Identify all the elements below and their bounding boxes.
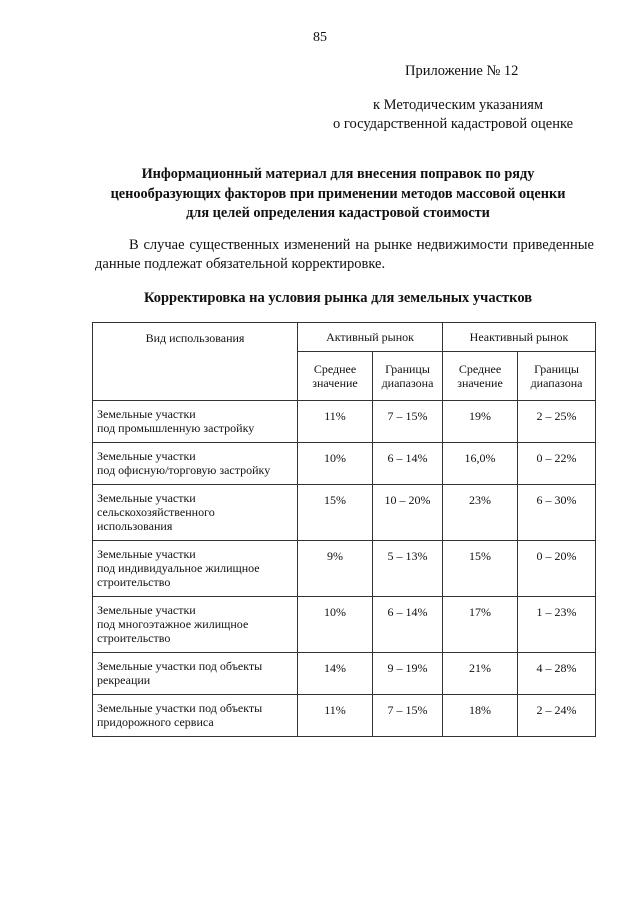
header-average-line2: значение	[457, 376, 503, 390]
cell-active-range: 10 – 20%	[373, 485, 443, 541]
use-type-line: придорожного сервиса	[97, 715, 214, 729]
header-average-line1: Среднее	[458, 362, 502, 376]
header-inactive-market: Неактивный рынок	[443, 323, 596, 352]
cell-inactive-average: 15%	[443, 541, 518, 597]
table-row	[93, 541, 596, 597]
cell-inactive-average: 19%	[443, 401, 518, 443]
cell-use-type	[93, 541, 298, 597]
cell-inactive-average: 23%	[443, 485, 518, 541]
cell-inactive-average: 21%	[443, 653, 518, 695]
document-title	[80, 165, 596, 224]
header-active-average	[298, 352, 373, 401]
use-type-line: под офисную/торговую застройку	[97, 463, 271, 477]
use-type-line: Земельные участки	[97, 491, 196, 505]
use-type-line: Земельные участки	[97, 449, 196, 463]
cell-inactive-range: 2 – 24%	[518, 695, 596, 737]
cell-active-average: 9%	[298, 541, 373, 597]
cell-active-range: 9 – 19%	[373, 653, 443, 695]
table-title: Корректировка на условия рынка для земельных участков	[143, 290, 533, 306]
use-type-line: строительство	[97, 631, 171, 645]
use-type-line: под многоэтажное жилищное	[97, 617, 249, 631]
use-type-line: Земельные участки	[97, 603, 196, 617]
header-average-line1: Среднее	[313, 362, 357, 376]
table-row	[93, 485, 596, 541]
header-active-range	[373, 352, 443, 401]
cell-use-type	[93, 653, 298, 695]
cell-active-average: 15%	[298, 485, 373, 541]
header-range-line2: диапазона	[381, 376, 434, 390]
use-type-line: Земельные участки	[97, 407, 196, 421]
cell-inactive-average: 16,0%	[443, 443, 518, 485]
use-type-line: под промышленную застройку	[97, 421, 255, 435]
cell-active-range: 5 – 13%	[373, 541, 443, 597]
cell-inactive-range: 0 – 20%	[518, 541, 596, 597]
cell-active-range: 7 – 15%	[373, 401, 443, 443]
header-active-market: Активный рынок	[298, 323, 443, 352]
header-use-type: Вид использования	[93, 323, 298, 401]
use-type-line: Земельные участки под объекты	[97, 701, 263, 715]
cell-inactive-range: 2 – 25%	[518, 401, 596, 443]
market-adjustment-table	[92, 322, 596, 737]
page-number: 85	[313, 30, 327, 45]
table-row	[93, 443, 596, 485]
use-type-line: Земельные участки	[97, 547, 196, 561]
cell-inactive-average: 18%	[443, 695, 518, 737]
table-row	[93, 695, 596, 737]
cell-active-average: 10%	[298, 443, 373, 485]
use-type-line: сельскохозяйственного	[97, 505, 215, 519]
cell-use-type	[93, 597, 298, 653]
title-line-1: Информационный материал для внесения поправок по ряду	[141, 166, 535, 182]
use-type-line: использования	[97, 519, 173, 533]
cell-inactive-range: 4 – 28%	[518, 653, 596, 695]
header-inactive-average	[443, 352, 518, 401]
reference-line-2: о государственной кадастровой оценке	[333, 116, 574, 132]
header-average-line2: значение	[312, 376, 358, 390]
table-row	[93, 597, 596, 653]
reference-line-1: к Методическим указаниям	[373, 97, 544, 113]
header-range-line2: диапазона	[530, 376, 583, 390]
header-inactive-range	[518, 352, 596, 401]
header-range-line1: Границы	[534, 362, 579, 376]
intro-paragraph: В случае существенных изменений на рынке недвижимости приведенные данные подлежат обязательной корректировке.	[95, 237, 594, 272]
use-type-line: строительство	[97, 575, 171, 589]
cell-active-range: 6 – 14%	[373, 597, 443, 653]
title-line-3: для целей определения кадастровой стоимости	[186, 205, 490, 221]
cell-active-range: 7 – 15%	[373, 695, 443, 737]
cell-use-type	[93, 401, 298, 443]
use-type-line: Земельные участки под объекты	[97, 659, 263, 673]
cell-inactive-range: 0 – 22%	[518, 443, 596, 485]
appendix-label: Приложение № 12	[405, 63, 519, 79]
table-row	[93, 401, 596, 443]
cell-active-range: 6 – 14%	[373, 443, 443, 485]
cell-active-average: 11%	[298, 401, 373, 443]
cell-active-average: 10%	[298, 597, 373, 653]
cell-use-type	[93, 695, 298, 737]
use-type-line: под индивидуальное жилищное	[97, 561, 260, 575]
table-row	[93, 653, 596, 695]
title-line-2: ценообразующих факторов при применении методов массовой оценки	[110, 185, 566, 202]
table-body	[93, 401, 596, 737]
cell-active-average: 14%	[298, 653, 373, 695]
cell-active-average: 11%	[298, 695, 373, 737]
cell-use-type	[93, 485, 298, 541]
cell-inactive-range: 6 – 30%	[518, 485, 596, 541]
cell-inactive-range: 1 – 23%	[518, 597, 596, 653]
use-type-line: рекреации	[97, 673, 151, 687]
cell-inactive-average: 17%	[443, 597, 518, 653]
cell-use-type	[93, 443, 298, 485]
header-range-line1: Границы	[385, 362, 430, 376]
